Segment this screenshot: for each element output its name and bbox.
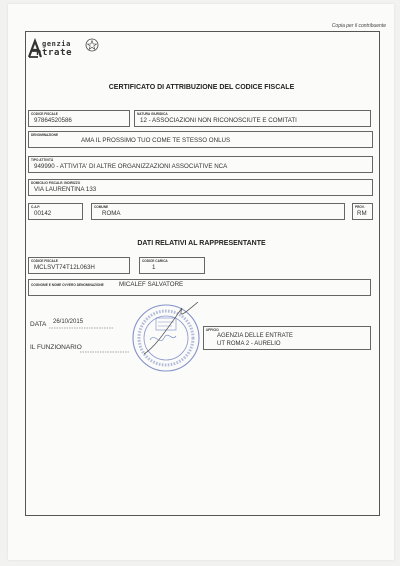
tipo-attivita-box <box>28 156 373 173</box>
logo-text-bottom: ntrate <box>36 48 73 58</box>
denominazione-value: AMA IL PROSSIMO TUO COME TE STESSO ONLUS <box>81 137 231 144</box>
natura-giuridica-label: NATURA GIURIDICA <box>137 112 168 116</box>
cap-box <box>28 203 83 220</box>
ufficio-line2: UT ROMA 2 - AURELIO <box>217 341 281 347</box>
data-underline <box>49 327 114 329</box>
cap-label: C.A.P. <box>31 205 40 209</box>
rep-nome-box <box>28 279 371 296</box>
data-value: 26/10/2015 <box>53 319 84 325</box>
denominazione-label: DENOMINAZIONE <box>31 133 59 137</box>
domicilio-value: VIA LAURENTINA 133 <box>34 186 97 193</box>
codice-fiscale-box <box>28 110 130 127</box>
rep-nome-value: MICALEF SALVATORE <box>119 281 184 288</box>
codice-fiscale-label: CODICE FISCALE <box>31 112 58 116</box>
comune-label: COMUNE <box>94 205 109 209</box>
data-label: DATA <box>30 321 47 328</box>
rep-codice-fiscale-box <box>28 257 130 274</box>
comune-value: ROMA <box>102 210 121 217</box>
tipo-attivita-value: 949990 - ATTIVITA' DI ALTRE ORGANIZZAZIONI ASSOCIATIVE NCA <box>34 163 228 170</box>
official-stamp-icon <box>130 302 202 374</box>
ufficio-box <box>203 326 371 350</box>
ufficio-line1: AGENZIA DELLE ENTRATE <box>217 333 293 339</box>
codice-carica-box <box>139 257 205 274</box>
prov-label: PROV. <box>355 205 365 209</box>
rep-codice-fiscale-value: MCLSVT74T12L063H <box>34 264 95 271</box>
ufficio-label: UFFICIO <box>206 328 219 332</box>
prov-value: RM <box>357 210 367 217</box>
rep-nome-label: COGNOME E NOME OVVERO DENOMINAZIONE <box>31 283 104 287</box>
rep-codice-fiscale-label: CODICE FISCALE <box>31 259 58 263</box>
comune-box <box>91 203 345 220</box>
domicilio-box <box>28 179 373 196</box>
funzionario-label: IL FUNZIONARIO <box>30 344 82 351</box>
codice-carica-value: 1 <box>152 264 156 271</box>
codice-fiscale-value: 97864520586 <box>34 117 72 124</box>
italian-emblem-icon <box>85 38 99 52</box>
certificate-title: CERTIFICATO DI ATTRIBUZIONE DEL CODICE FISCALE <box>108 84 295 91</box>
denominazione-box <box>28 131 373 148</box>
prov-box <box>352 203 373 220</box>
funzionario-underline <box>80 351 130 353</box>
tipo-attivita-label: TIPO ATTIVITÀ <box>31 158 54 162</box>
domicilio-label: DOMICILIO FISCALE: INDIRIZZO <box>31 181 81 185</box>
cap-value: 00142 <box>34 210 52 217</box>
natura-giuridica-value: 12 - ASSOCIAZIONI NON RICONOSCIUTE E COMITATI <box>140 117 297 124</box>
copy-note: Copia per il contribuente <box>331 23 386 29</box>
logo-text-top: genzia <box>42 40 71 48</box>
representative-title: DATI RELATIVI AL RAPPRESENTANTE <box>137 240 266 247</box>
natura-giuridica-box <box>134 110 371 127</box>
codice-carica-label: CODICE CARICA <box>142 259 168 263</box>
